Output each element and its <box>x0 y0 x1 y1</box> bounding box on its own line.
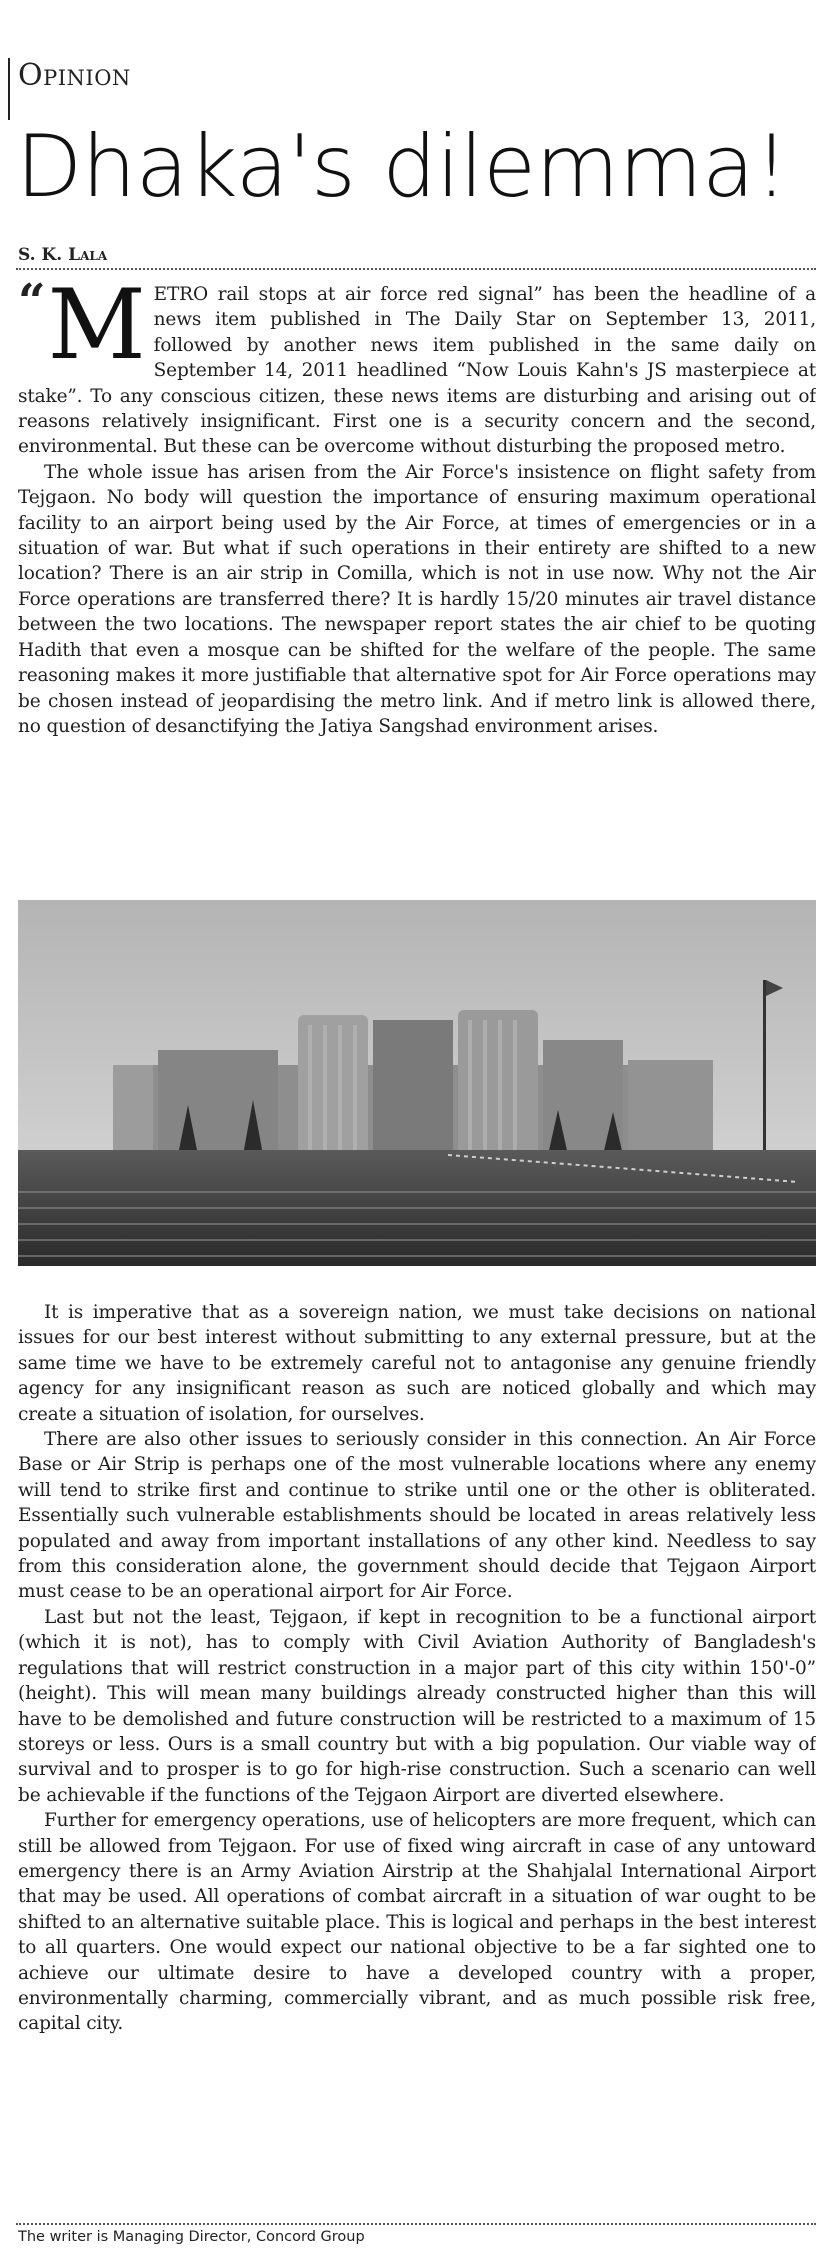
paragraph: There are also other issues to seriously consider in this connection. An Air Force Base or Air Strip is perhaps one of the most vulnerable locations where any enemy will tend to strike first and continue to strike until one or the other is obliterated. Essentially such vulnerable establishments should be located in areas relatively less populated and away from important installations of any other kind. Needless to say from this consideration alone, the government should decide that Tejgaon Airport must cease to be an operational airport for Air Force. <box>18 1429 816 1603</box>
parliament-building-image <box>18 900 816 1266</box>
headline: Dhaka's dilemma! <box>16 117 789 217</box>
byline: S. K. Lala <box>18 245 108 265</box>
paragraph-text: ETRO rail stops at air force red signal” has been the headline of a news item published in The Daily Star on September 13, 2011, followed by another news item published in the same daily on September 14, 2011 headlined “Now Louis Kahn's JS masterpiece at stake”. To any conscious citizen, these news items are disturbing and arising out of reasons relatively insignificant. First one is a security concern and the second, environmental. But these can be overcome without disturbing the proposed metro. <box>18 284 816 458</box>
parliament-photo <box>18 900 816 1266</box>
author-note: The writer is Managing Director, Concord Group <box>18 2229 365 2245</box>
paragraph: Further for emergency operations, use of helicopters are more frequent, which can still be allowed from Tejgaon. For use of fixed wing aircraft in case of any untoward emergency there is an Army Aviation Airstrip at the Shahjalal International Airport that may be used. All operations of combat aircraft in a situation of war ought to be shifted to an alternative suitable place. This is logical and perhaps in the best interest to all quarters. One would expect our national objective to be a far sighted one to achieve our ultimate desire to have a developed country with a proper, environmentally charming, commercially vibrant, and as much possible risk free, capital city. <box>18 1810 816 2035</box>
paragraph: It is imperative that as a sovereign nation, we must take decisions on national issues for our best interest without submitting to any external pressure, but at the same time we have to be extremely careful not to antagonise any genuine friendly agency for any insignificant reason as such are noticed globally and which may create a situation of isolation, for ourselves. <box>18 1302 816 1425</box>
article-body-top <box>18 282 816 882</box>
drop-cap: M <box>47 282 146 381</box>
section-label: Opinion <box>18 58 131 93</box>
paragraph: The whole issue has arisen from the Air Force's insistence on flight safety from Tejgaon. No body will question the importance of ensuring maximum operational facility to an airport being used by the Air Force, at times of emergencies or in a situation of war. But what if such operations in their entirety are shifted to a new location? There is an air strip in Comilla, which is not in use now. Why not the Air Force operations are transferred there? It is hardly 15/20 minutes air travel distance between the two locations. The newspaper report states the air chief to be quoting Hadith that even a mosque can be shifted for the welfare of the people. The same reasoning makes it more justifiable that alternative spot for Air Force operations may be chosen instead of jeopardising the metro link. And if metro link is allowed there, no question of desanctifying the Jatiya Sangshad environment arises. <box>18 461 816 737</box>
paragraph: Last but not the least, Tejgaon, if kept in recognition to be a functional airport (which it is not), has to comply with Civil Aviation Authority of Bangladesh's regulations that will restrict construction in a major part of this city within 150'-0” (height). This will mean many buildings already constructed higher than this will have to be demolished and future construction will be restricted to a maximum of 15 storeys or less. Ours is a small country but with a big population. Our viable way of survival and to prosper is to go for high-rise construction. Such a scenario can well be achievable if the functions of the Tejgaon Airport are diverted elsewhere. <box>18 1606 816 1806</box>
opening-quote: “ <box>18 282 46 330</box>
footer-divider <box>16 2223 816 2225</box>
paragraph <box>18 282 816 460</box>
article-body-bottom <box>18 1300 816 2215</box>
byline-divider <box>16 268 816 270</box>
section-rule <box>8 58 10 120</box>
